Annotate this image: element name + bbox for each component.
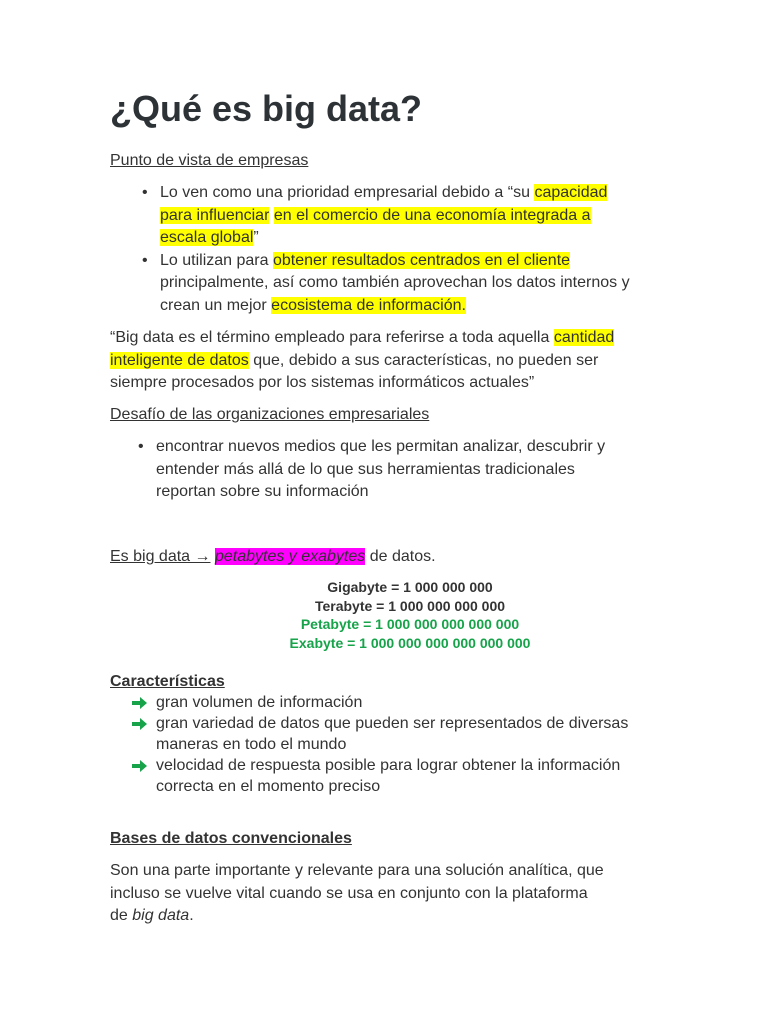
bullet-list-desafio: • encontrar nuevos medios que les permitan analizar, descubrir y entender más allá de lo que sus herramientas tradicionales reportan sobre su información (156, 436, 716, 504)
bullet-icon: • (138, 438, 144, 455)
section-heading-bases: Bases de datos convencionales (110, 830, 352, 847)
list-item: gran volumen de información (156, 692, 716, 713)
list-item-cont: escala global” (160, 229, 259, 246)
unit-terabyte: Terabyte = 1 000 000 000 000 (314, 597, 506, 614)
list-item-cont: para influenciar en el comercio de una economía integrada a (160, 206, 591, 224)
bases-paragraph: Son una parte importante y relevante para una solución analítica, que incluso se vuelve vital cuando se usa en conjunto con la plataforma de big data. (110, 862, 604, 924)
page-title: ¿Qué es big data? (110, 88, 423, 129)
arrow-bullet-icon (132, 759, 148, 773)
section-heading-caracteristicas: Características (110, 673, 225, 690)
bullet-list-empresas (142, 182, 720, 317)
bullet-icon: • (142, 251, 148, 269)
arrow-bullet-icon (132, 696, 148, 710)
list-item: • Lo ven como una prioridad empresarial debido a “su capacidad (160, 182, 720, 205)
list-item: • encontrar nuevos medios que les permitan analizar, descubrir y (156, 436, 716, 459)
right-arrow-icon: → (194, 548, 211, 565)
unit-exabyte: Exabyte = 1 000 000 000 000 000 000 (289, 634, 531, 651)
highlight-petabytes: petabytes y exabytes (214, 548, 366, 565)
list-item: • Lo utilizan para obtener resultados centrados en el cliente (160, 250, 720, 273)
section-heading-empresas: Punto de vista de empresas (110, 152, 309, 169)
list-item-cont: principalmente, así como también aprovechan los datos internos y (160, 274, 630, 291)
bullet-icon: • (142, 184, 148, 201)
big-data-prefix: Es big data → (110, 548, 211, 565)
big-data-line: Es big data → petabytes y exabytes de datos. (110, 548, 436, 565)
unit-petabyte: Petabyte = 1 000 000 000 000 000 (300, 616, 520, 632)
arrow-bullet-icon (132, 717, 148, 731)
section-heading-desafio: Desafío de las organizaciones empresariales (110, 406, 430, 423)
list-item: gran variedad de datos que pueden ser representados de diversas (156, 713, 716, 734)
list-item: velocidad de respuesta posible para lograr obtener la información (156, 755, 716, 776)
unit-gigabyte: Gigabyte = 1 000 000 000 (327, 579, 493, 595)
arrow-list-caracteristicas: gran volumen de información gran variedad de datos que pueden ser representados de diversas maneras en todo el mundo velocidad de respuesta posible para lograr obtener la información correcta en el momento preciso (156, 692, 716, 797)
list-item-cont: crean un mejor ecosistema de información. (160, 296, 466, 314)
quote-paragraph: “Big data es el término empleado para referirse a toda aquella cantidad inteligente de datos que, debido a sus características, no pueden ser siempre procesados por los sistemas informáticos actuales” (110, 329, 615, 391)
